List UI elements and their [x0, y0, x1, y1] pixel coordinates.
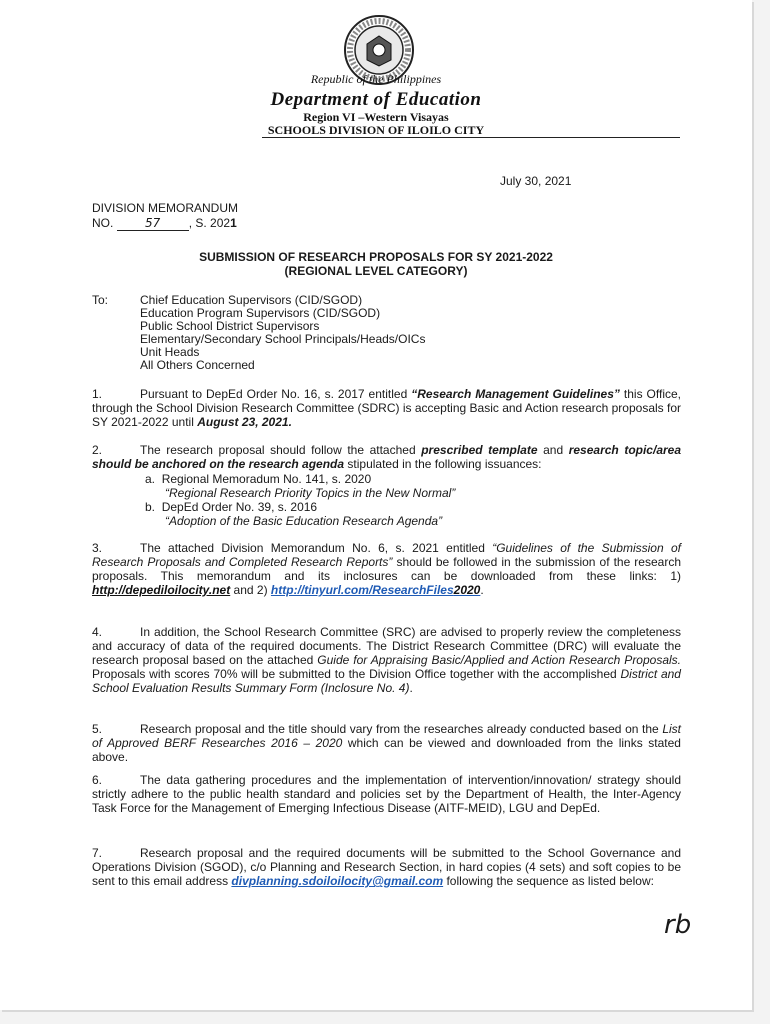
- paragraph-2: 2. The research proposal should follow the attached prescribed template and research topic/area should be anchored on the research agenda stipulated in the following issuances:: [92, 443, 682, 471]
- paragraph-1: 1. Pursuant to DepEd Order No. 16, s. 2017 entitled “Research Management Guidelines” this Office, through the School Division Research Committee (SDRC) is accepting Basic and Action research proposals for SY 2021-2022 until August 23, 2021.: [92, 387, 681, 429]
- recipient-item: Chief Education Supervisors (CID/SGOD): [140, 293, 363, 307]
- link-depediloilocity[interactable]: http://depediloilocity.net: [92, 583, 231, 597]
- department-name: Department of Education: [270, 89, 482, 110]
- division-line: SCHOOLS DIVISION OF ILOILO CITY: [267, 123, 485, 137]
- paragraph-5: 5. Research proposal and the title should vary from the researches already conducted based on the List of Approved BERF Researches 2016 – 2020 which can be viewed and downloaded from the links stated above.: [92, 722, 681, 764]
- recipient-item: Public School District Supervisors: [140, 319, 320, 333]
- issuance-b: b. DepEd Order No. 39, s. 2016: [145, 500, 318, 514]
- memo-date: July 30, 2021: [500, 174, 572, 188]
- issuance-a: a. Regional Memoradum No. 141, s. 2020: [145, 472, 372, 486]
- link-tinyurl[interactable]: http://tinyurl.com/ResearchFiles2020: [270, 583, 481, 597]
- paragraph-7: 7. Research proposal and the required documents will be submitted to the School Governance and Operations Division (SGOD), c/o Planning and Research Section, in hard copies (4 sets) and soft copies to be sent to this email address divplanning.sdoiloilocity@gmail.com following the sequence as listed below:: [92, 846, 681, 888]
- recipient-item: All Others Concerned: [140, 358, 255, 372]
- subject-line-1: SUBMISSION OF RESEARCH PROPOSALS FOR SY 2021-2022: [199, 250, 553, 264]
- handwritten-initials: rb: [664, 910, 692, 940]
- to-label: To:: [92, 293, 109, 307]
- email-link[interactable]: divplanning.sdoiloilocity@gmail.com: [231, 874, 444, 888]
- subject-line-2: (REGIONAL LEVEL CATEGORY): [284, 264, 468, 278]
- issuance-b-title: “Adoption of the Basic Education Research Agenda”: [165, 514, 443, 528]
- paragraph-6: 6. The data gathering procedures and the implementation of intervention/innovation/ strategy should strictly adhere to the public health standard and policies set by the Department of Health, the Inter-Agency Task Force for the Management of Emerging Infectious Disease (AITF-MEID), LGU and DepEd.: [92, 773, 681, 815]
- paragraph-4: 4. In addition, the School Research Committee (SRC) are advised to properly review the completeness and accuracy of data of the required documents. The District Research Committee (DRC) will evaluate the research proposal based on the attached Guide for Appraising Basic/Applied and Action Research Proposals. Proposals with scores 70% will be submitted to the Division Office together with the accomplished District and School Evaluation Results Summary Form (Inclosure No. 4).: [92, 625, 682, 695]
- region-line: Region VI –Western Visayas: [303, 110, 449, 124]
- memo-label: DIVISION MEMORANDUM: [92, 201, 239, 215]
- republic-line: Republic of the Philippines: [310, 72, 442, 86]
- paragraph-3: 3. The attached Division Memorandum No. 6, s. 2021 entitled “Guidelines of the Submission of Research Proposals and Completed Research Reports” should be followed in the submission of the research proposals. This memorandum and its inclosures can be downloaded from these links: 1) http://depediloilocity.net and 2) http://tinyurl.com/ResearchFiles2020.: [92, 541, 681, 597]
- recipient-item: Unit Heads: [140, 345, 200, 359]
- memo-number-handwritten: 57: [117, 216, 189, 231]
- memo-number: NO. 57 , S. 2021: [92, 216, 237, 230]
- header-divider: [262, 137, 680, 138]
- recipient-item: Elementary/Secondary School Principals/Heads/OICs: [140, 332, 426, 346]
- recipient-item: Education Program Supervisors (CID/SGOD): [140, 306, 381, 320]
- issuance-a-title: “Regional Research Priority Topics in the New Normal”: [165, 486, 456, 500]
